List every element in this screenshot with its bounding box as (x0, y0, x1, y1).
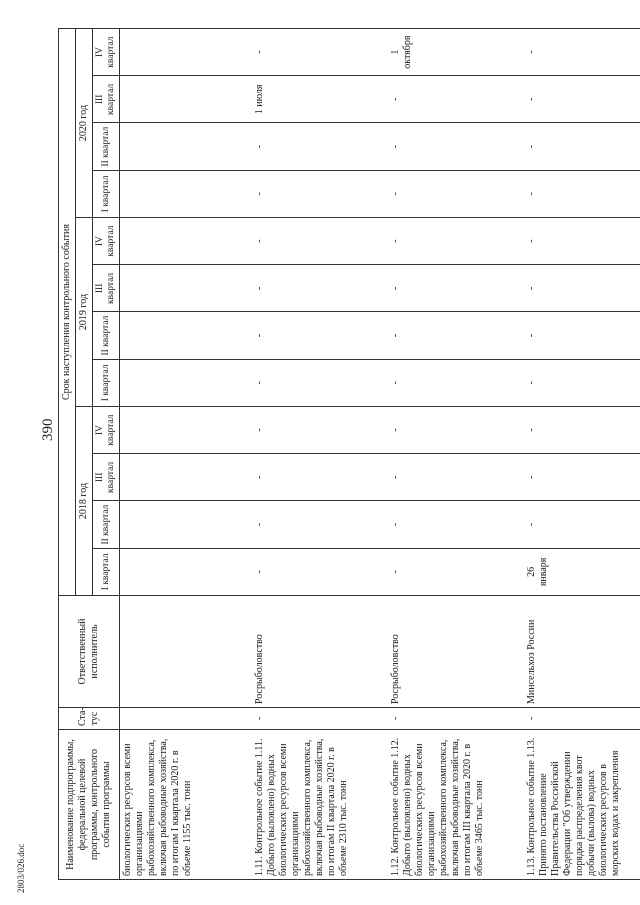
header-quarter-cell: I квартал (93, 548, 120, 595)
event-date-cell: - (252, 218, 388, 265)
event-date-cell: - (252, 170, 388, 217)
event-date-cell: - (524, 312, 640, 359)
event-date-cell: 1 октября (388, 29, 524, 76)
header-status: Ста-тус (59, 708, 120, 730)
event-date-cell (120, 407, 252, 454)
header-year-2018: 2018 год (76, 407, 93, 596)
event-date-cell (120, 29, 252, 76)
event-date-cell (120, 501, 252, 548)
event-date-cell: - (388, 265, 524, 312)
event-date-cell: 26 января (524, 548, 640, 595)
event-date-cell: - (388, 454, 524, 501)
event-date-cell: - (388, 218, 524, 265)
header-quarter-cell: I квартал (93, 359, 120, 406)
event-date-cell: - (524, 123, 640, 170)
event-date-cell: - (388, 407, 524, 454)
header-quarter-cell: II квартал (93, 312, 120, 359)
event-date-cell (120, 123, 252, 170)
event-date-cell: - (524, 407, 640, 454)
event-name: биологических ресурсов всеми организациями рыбохозяйственного комплекса, включая рыбоводные хозяйства, по итогам I квартала 2020 г. в объеме 1155 тыс. тонн (120, 730, 252, 880)
event-date-cell: - (524, 501, 640, 548)
event-status: - (524, 708, 640, 730)
header-timing: Срок наступления контрольного события (59, 29, 76, 596)
header-year-2020: 2020 год (76, 29, 93, 218)
event-status: - (388, 708, 524, 730)
event-date-cell: - (252, 548, 388, 595)
header-quarter-cell: III квартал (93, 76, 120, 123)
table-row (388, 29, 524, 880)
event-date-cell: - (252, 359, 388, 406)
file-name: 2803/026.doc (16, 843, 26, 893)
table-row (252, 29, 388, 880)
event-date-cell: - (524, 265, 640, 312)
event-date-cell: - (252, 265, 388, 312)
event-responsible: Минсельхоз России (524, 596, 640, 708)
event-responsible: Росрыболовство (252, 596, 388, 708)
header-name: Наименование подпрограммы, федеральной целевой программы, контрольного события программы (59, 730, 120, 880)
header-year-2019: 2019 год (76, 218, 93, 407)
event-date-cell: - (388, 548, 524, 595)
table-row (120, 29, 252, 880)
event-date-cell (120, 454, 252, 501)
header-quarter-cell: IV квартал (93, 29, 120, 76)
event-date-cell: - (524, 454, 640, 501)
header-quarter-cell: II квартал (93, 123, 120, 170)
header-quarter-cell: IV квартал (93, 218, 120, 265)
event-date-cell: - (252, 29, 388, 76)
event-date-cell: - (524, 76, 640, 123)
rotated-table-wrapper (58, 28, 621, 880)
event-date-cell: - (388, 123, 524, 170)
header-quarter-cell: IV квартал (93, 407, 120, 454)
control-events-table (58, 28, 640, 880)
event-name: 1.13. Контрольное событие 1.13. Принято постановление Правительства Российской Федерации "Об утверждении порядка распределения квот добычи (вылова) водных биологических ресурсов в морских водах и закрепления (524, 730, 640, 880)
event-responsible (120, 596, 252, 708)
event-date-cell: - (252, 123, 388, 170)
event-responsible: Росрыболовство (388, 596, 524, 708)
event-date-cell: - (524, 29, 640, 76)
event-date-cell: - (524, 170, 640, 217)
event-date-cell: - (388, 170, 524, 217)
event-date-cell (120, 76, 252, 123)
event-date-cell: - (388, 359, 524, 406)
event-date-cell: - (252, 407, 388, 454)
event-name: 1.11. Контрольное событие 1.11. Добыто (выловлено) водных биологических ресурсов всеми организациями рыбохозяйственного комплекса, включая рыбоводные хозяйства, по итогам II квартала 2020 г. в объеме 2310 тыс. тонн (252, 730, 388, 880)
event-status: - (252, 708, 388, 730)
event-date-cell (120, 265, 252, 312)
event-name: 1.12. Контрольное событие 1.12. Добыто (выловлено) водных биологических ресурсов всеми организациями рыбохозяйственного комплекса, включая рыбоводные хозяйства, по итогам III квартала 2020 г. в объеме 3465 тыс. тонн (388, 730, 524, 880)
event-date-cell (120, 218, 252, 265)
page-number: 390 (40, 418, 56, 441)
event-date-cell: - (524, 218, 640, 265)
event-date-cell: - (388, 312, 524, 359)
event-status (120, 708, 252, 730)
event-date-cell (120, 359, 252, 406)
header-responsible: Ответственный исполнитель (59, 596, 120, 708)
event-date-cell (120, 170, 252, 217)
header-quarter-cell: III квартал (93, 265, 120, 312)
event-date-cell: - (388, 76, 524, 123)
event-date-cell: - (252, 312, 388, 359)
event-date-cell (120, 548, 252, 595)
event-date-cell: - (524, 359, 640, 406)
event-date-cell: 1 июля (252, 76, 388, 123)
header-quarter-cell: I квартал (93, 170, 120, 217)
event-date-cell: - (388, 501, 524, 548)
event-date-cell: - (252, 454, 388, 501)
header-quarter-cell: II квартал (93, 501, 120, 548)
event-date-cell: - (252, 501, 388, 548)
header-quarter-cell: III квартал (93, 454, 120, 501)
table-row (524, 29, 640, 880)
event-date-cell (120, 312, 252, 359)
